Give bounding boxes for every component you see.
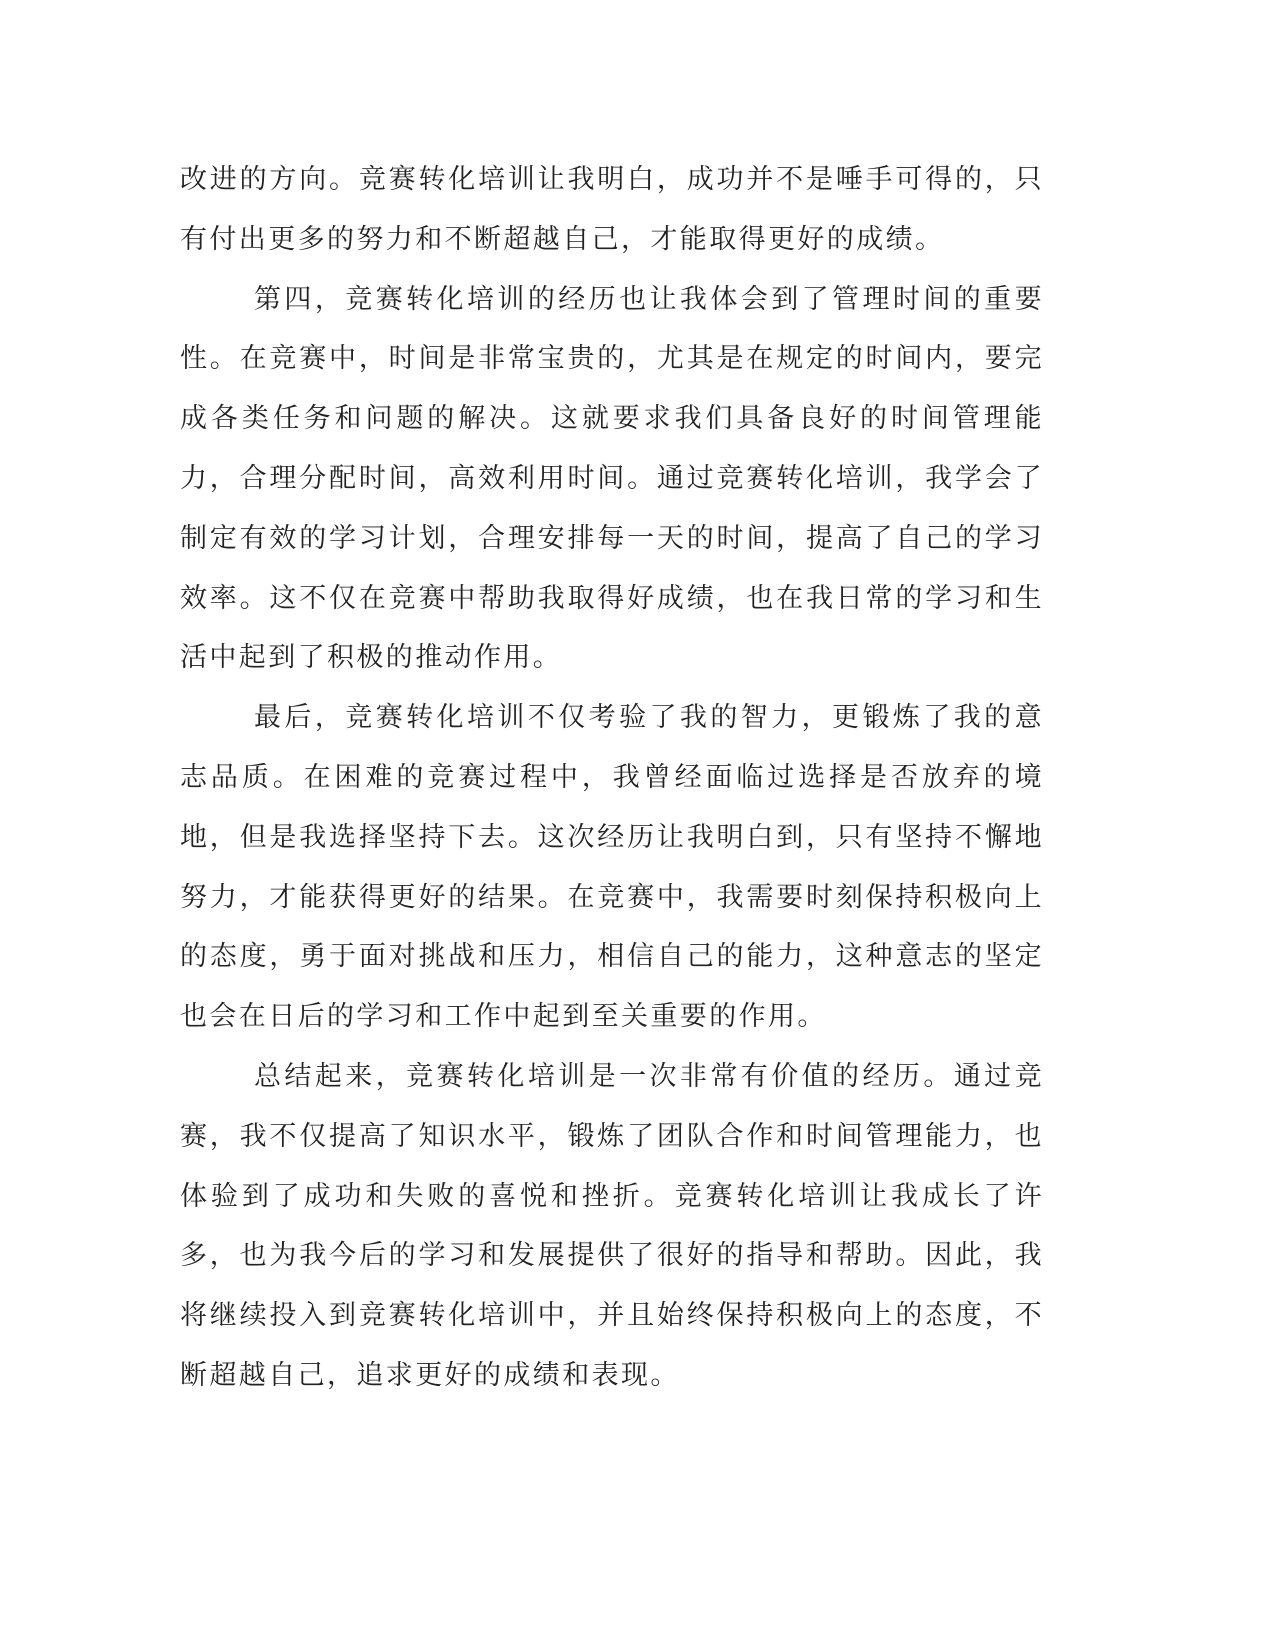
paragraph-willpower: 最后，竞赛转化培训不仅考验了我的智力，更锻炼了我的意志品质。在困难的竞赛过程中，我曾经面临过选择是否放弃的境地，但是我选择坚持下去。这次经历让我明白到，只有坚持不懈地努力，才能获得更好的结果。在竞赛中，我需要时刻保持积极向上的态度，勇于面对挑战和压力，相信自己的能力，这种意志的坚定也会在日后的学习和工作中起到至关重要的作用。 [180,702,1044,1033]
paragraph-time-management: 第四，竞赛转化培训的经历也让我体会到了管理时间的重要性。在竞赛中，时间是非常宝贵的，尤其是在规定的时间内，要完成各类任务和问题的解决。这就要求我们具备良好的时间管理能力，合理分配时间，高效利用时间。通过竞赛转化培训，我学会了制定有效的学习计划，合理安排每一天的时间，提高了自己的学习效率。这不仅在竞赛中帮助我取得好成绩，也在我日常的学习和生活中起到了积极的推动作用。 [180,283,1044,674]
paragraph-summary: 总结起来，竞赛转化培训是一次非常有价值的经历。通过竞赛，我不仅提高了知识水平，锻炼了团队合作和时间管理能力，也体验到了成功和失败的喜悦和挫折。竞赛转化培训让我成长了许多，也为我今后的学习和发展提供了很好的指导和帮助。因此，我将继续投入到竞赛转化培训中，并且始终保持积极向上的态度，不断超越自己，追求更好的成绩和表现。 [180,1060,1044,1391]
paragraph-continuation: 改进的方向。竞赛转化培训让我明白，成功并不是唾手可得的，只有付出更多的努力和不断超越自己，才能取得更好的成绩。 [180,164,1044,255]
document-body [180,150,1044,1406]
